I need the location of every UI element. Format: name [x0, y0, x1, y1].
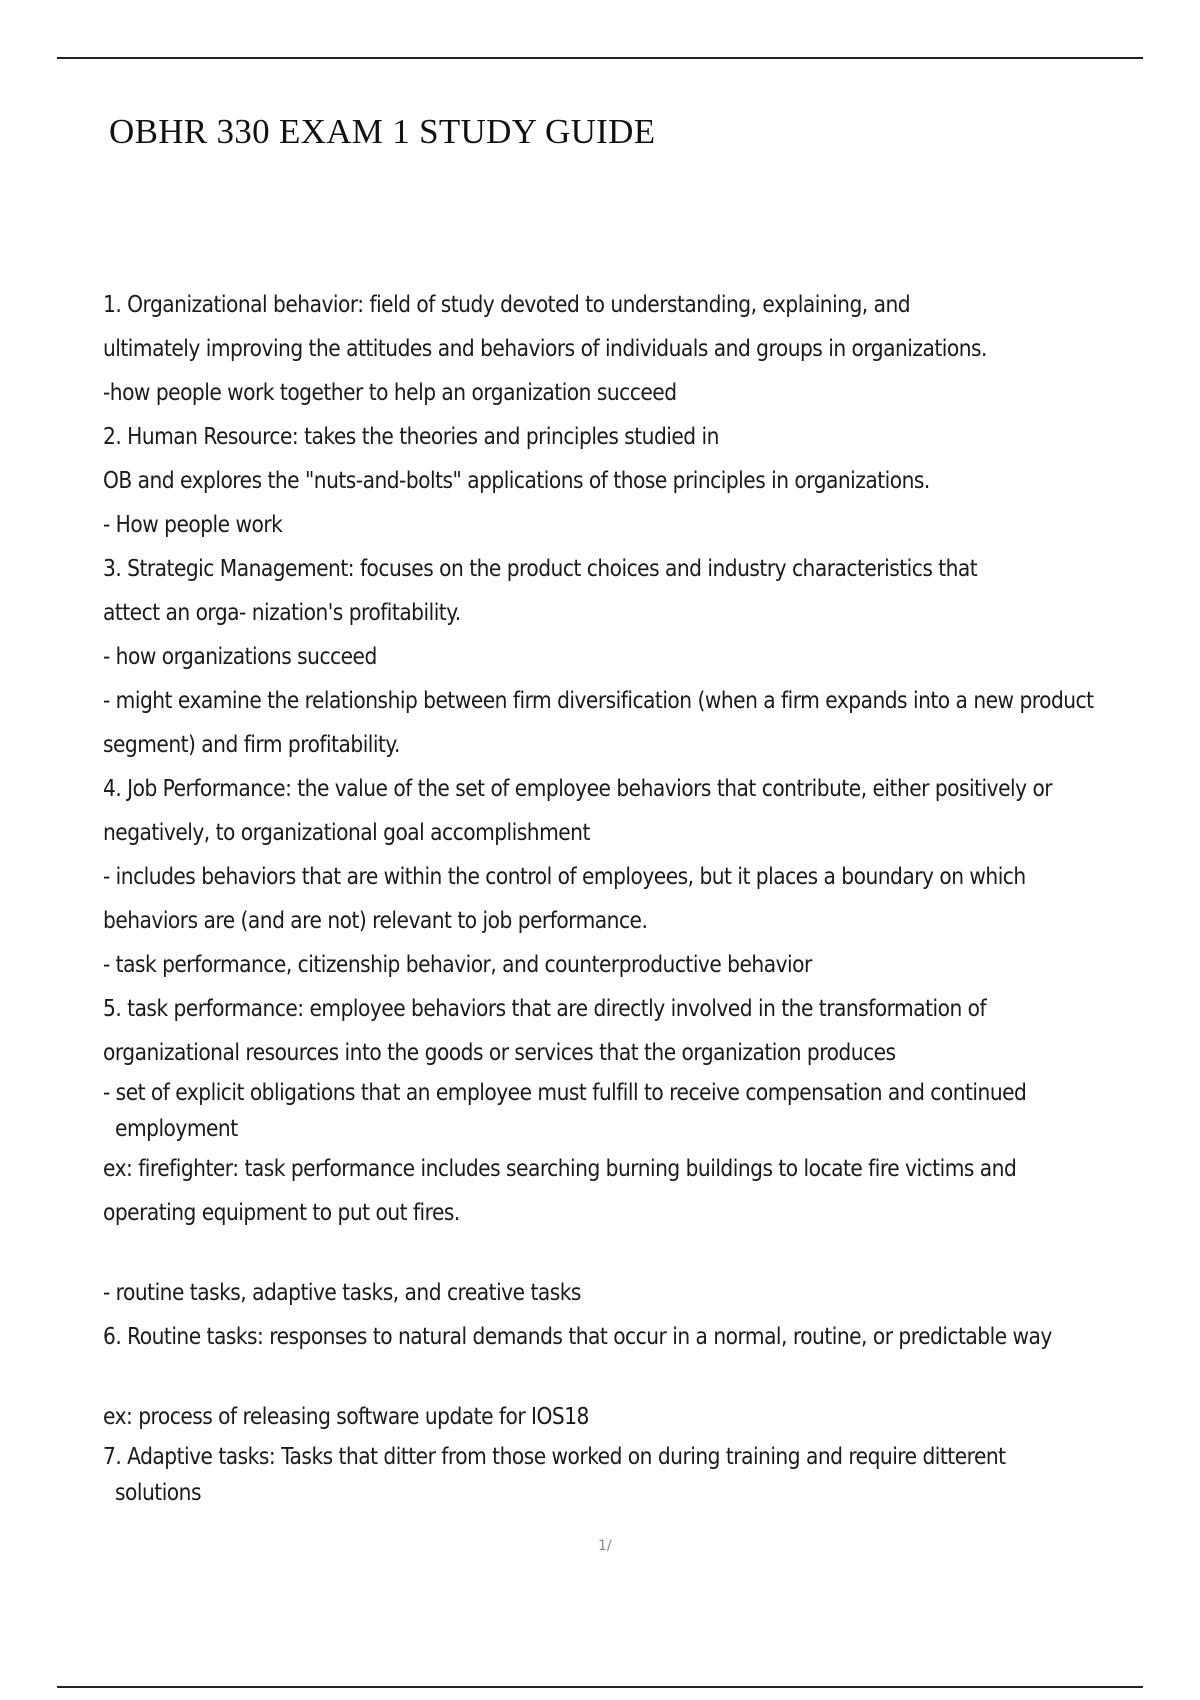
text-line: - routine tasks, adaptive tasks, and creative tasks: [103, 1278, 581, 1306]
text-line: ultimately improving the attitudes and behaviors of individuals and groups in organizations.: [103, 334, 987, 362]
text-line: 7. Adaptive tasks: Tasks that ditter from those worked on during training and require ditterent: [103, 1442, 1006, 1470]
text-line: - includes behaviors that are within the control of employees, but it places a boundary on which: [103, 862, 1026, 890]
document-title: OBHR 330 EXAM 1 STUDY GUIDE: [109, 112, 656, 151]
text-line: - how organizations succeed: [103, 642, 377, 670]
text-line: - might examine the relationship between firm diversification (when a firm expands into a new product: [103, 686, 1094, 714]
text-line: attect an orga- nization's profitability.: [103, 598, 461, 626]
text-line: 3. Strategic Management: focuses on the product choices and industry characteristics that: [103, 554, 978, 582]
document-body: [103, 282, 1183, 1510]
text-line: solutions: [115, 1478, 201, 1506]
text-line: 6. Routine tasks: responses to natural demands that occur in a normal, routine, or predictable way: [103, 1322, 1052, 1350]
text-line: 5. task performance: employee behaviors that are directly involved in the transformation of: [103, 994, 987, 1022]
page-number: 1/: [598, 1538, 612, 1554]
text-line: -how people work together to help an organization succeed: [103, 378, 677, 406]
text-line: behaviors are (and are not) relevant to job performance.: [103, 906, 648, 934]
text-line: - How people work: [103, 510, 283, 538]
text-line: segment) and firm profitability.: [103, 730, 400, 758]
text-line: employment: [115, 1114, 238, 1142]
bottom-rule: [57, 1686, 1143, 1688]
text-line: 4. Job Performance: the value of the set of employee behaviors that contribute, either positively or: [103, 774, 1053, 802]
text-line: operating equipment to put out fires.: [103, 1198, 460, 1226]
text-line: - set of explicit obligations that an employee must fulfill to receive compensation and continued: [103, 1078, 1027, 1106]
text-line: ex: process of releasing software update for IOS18: [103, 1402, 589, 1430]
text-line: ex: firefighter: task performance includes searching burning buildings to locate fire victims and: [103, 1154, 1017, 1182]
top-rule: [57, 57, 1143, 59]
text-line: organizational resources into the goods or services that the organization produces: [103, 1038, 896, 1066]
text-line: negatively, to organizational goal accomplishment: [103, 818, 590, 846]
text-line: 1. Organizational behavior: field of study devoted to understanding, explaining, and: [103, 290, 911, 318]
text-line: OB and explores the "nuts-and-bolts" applications of those principles in organizations.: [103, 466, 930, 494]
text-line: 2. Human Resource: takes the theories and principles studied in: [103, 422, 719, 450]
text-line: - task performance, citizenship behavior, and counterproductive behavior: [103, 950, 812, 978]
